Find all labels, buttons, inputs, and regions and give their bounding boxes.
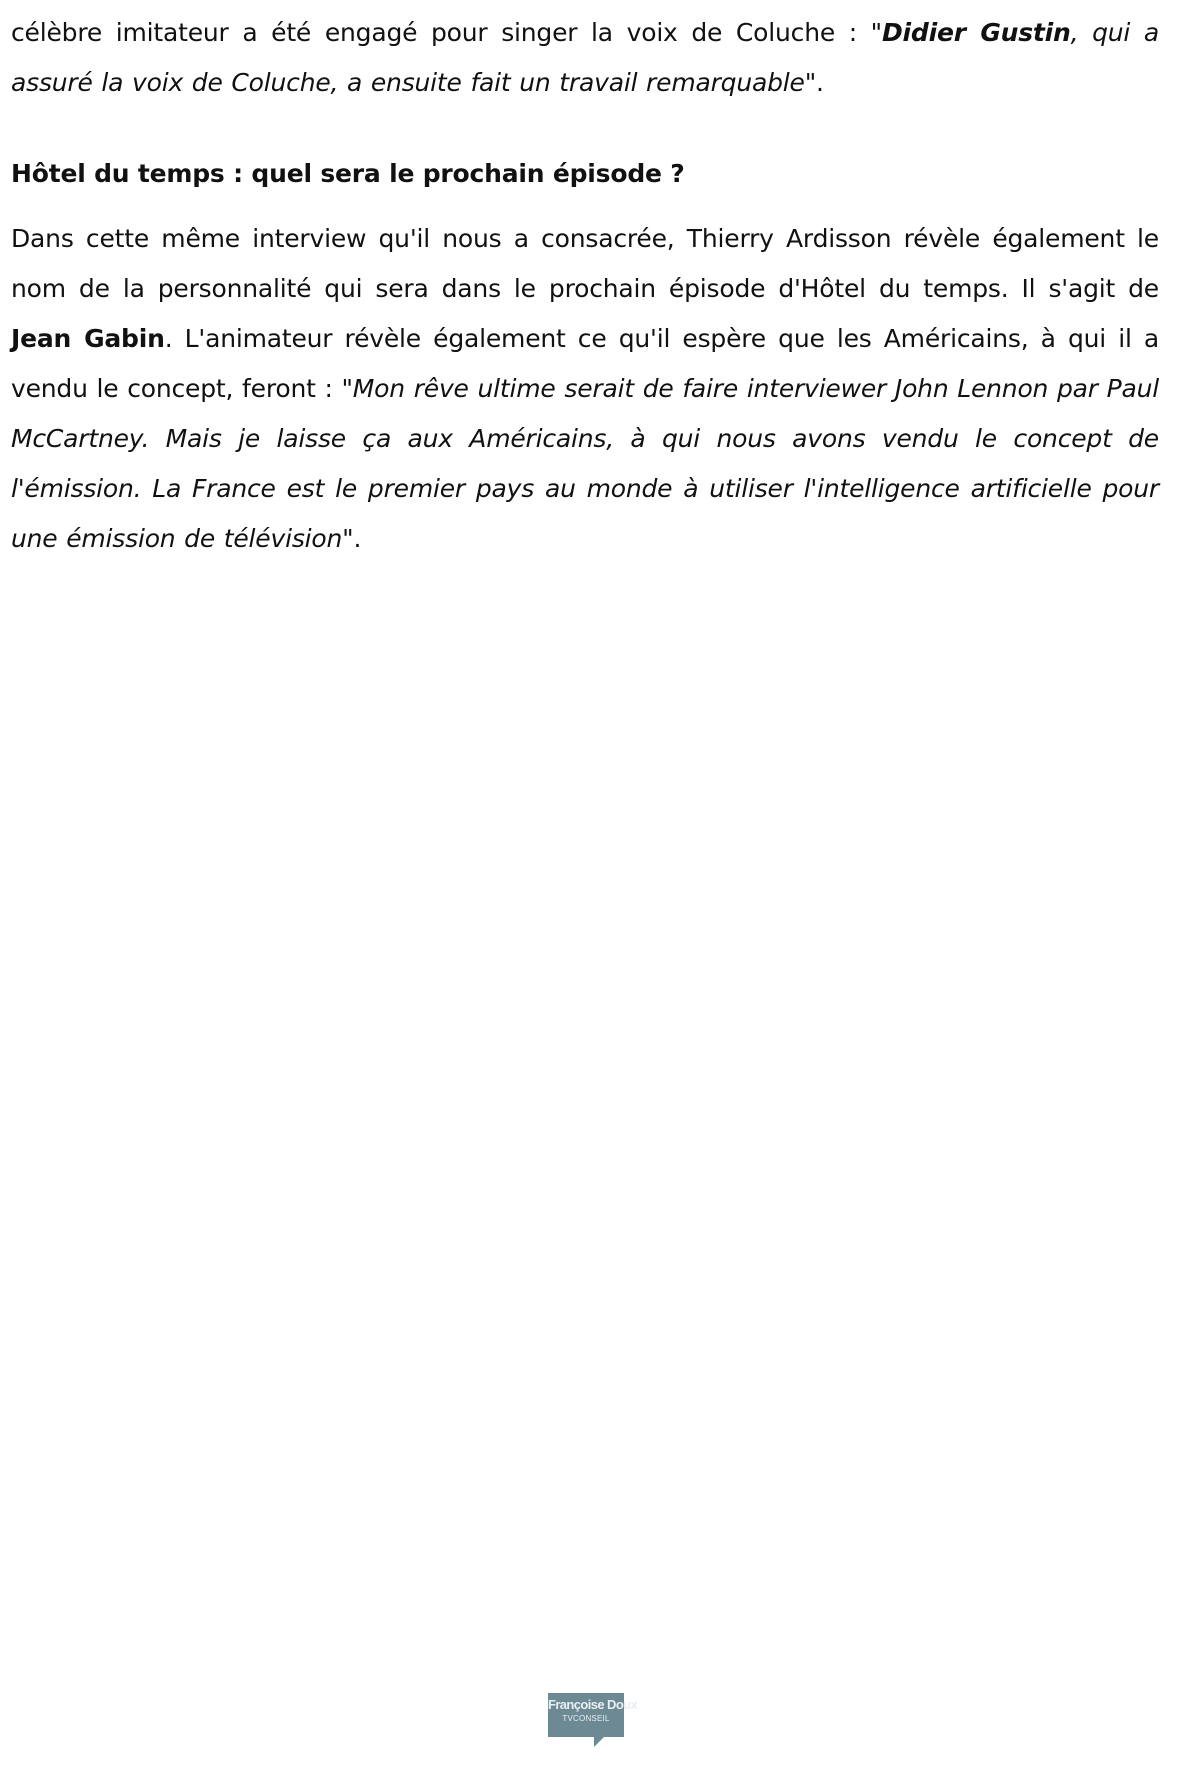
paragraph-text: célèbre imitateur a été engagé pour singer la voix de Coluche : " <box>11 18 882 47</box>
logo-name: Françoise Doux <box>548 1697 638 1712</box>
footer-logo <box>548 1693 638 1737</box>
quote-text: , qui a assuré la voix de Coluche, a ensuite fait un travail remarquable <box>11 18 1159 97</box>
person-name-emphasis: Didier Gustin <box>881 18 1071 47</box>
paragraph-text: . L'animateur révèle également ce qu'il espère que les Américains, à qui il a vendu le concept, feront : " <box>11 324 1159 403</box>
paragraph-text: ". <box>804 68 824 97</box>
document-page <box>11 8 1159 564</box>
paragraph-text: ". <box>342 524 362 553</box>
paragraph-next-episode <box>11 214 1159 564</box>
person-name-emphasis: Jean Gabin <box>11 324 165 353</box>
section-heading: Hôtel du temps : quel sera le prochain épisode ? <box>11 159 685 188</box>
quote-text: Mon rêve ultime serait de faire interviewer John Lennon par Paul McCartney. Mais je laisse ça aux Américains, à qui nous avons vendu le concept de l'émission. La France est le premier pays au monde à utiliser l'intelligence artificielle pour une émission de télévision <box>11 374 1160 553</box>
logo-subtitle: TVCONSEIL <box>562 1714 610 1723</box>
paragraph-text: Dans cette même interview qu'il nous a consacrée, Thierry Ardisson révèle également le nom de la personnalité qui sera dans le prochain épisode d'Hôtel du temps. Il s'agit de <box>11 224 1159 303</box>
paragraph-coluche <box>11 8 1159 108</box>
